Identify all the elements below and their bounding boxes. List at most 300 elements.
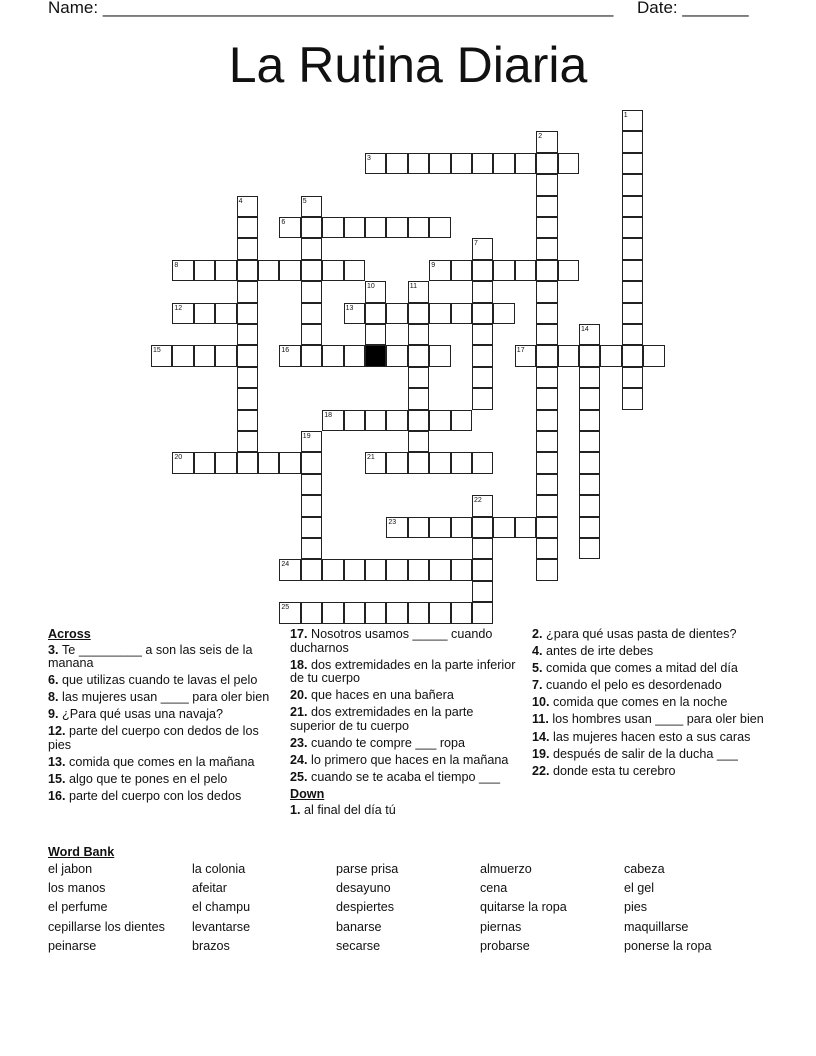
grid-cell[interactable] (515, 517, 536, 538)
grid-cell[interactable] (365, 410, 386, 431)
word-bank-item: quitarse la ropa (480, 900, 567, 915)
clue-number: 11 (409, 283, 418, 291)
grid-cell[interactable] (408, 303, 429, 324)
clue-number-label: 23. (290, 735, 312, 750)
grid-cell[interactable] (386, 345, 407, 366)
grid-cell[interactable] (622, 196, 643, 217)
grid-cell[interactable] (172, 260, 193, 281)
word-bank-item: brazos (192, 938, 230, 953)
grid-cell[interactable] (515, 345, 536, 366)
word-bank-item: piernas (480, 919, 522, 934)
clue-number: 22 (474, 497, 482, 505)
grid-cell[interactable] (579, 495, 600, 516)
grid-cell[interactable] (536, 303, 557, 324)
down-heading: Down (290, 787, 325, 802)
clue-number: 2 (538, 133, 543, 141)
grid-cell[interactable] (237, 238, 258, 259)
clue-text: ¿Para qué usas una navaja? (62, 707, 224, 722)
grid-cell[interactable] (237, 260, 258, 281)
grid-cell[interactable] (472, 452, 493, 473)
grid-cell[interactable] (536, 345, 557, 366)
grid-cell[interactable] (386, 452, 407, 473)
grid-cell[interactable] (365, 602, 386, 623)
clue-number: 18 (324, 411, 332, 419)
clue-text: cuando se te acaba el tiempo ___ (311, 770, 501, 785)
grid-cell[interactable] (237, 367, 258, 388)
grid-cell[interactable] (472, 238, 493, 259)
grid-cell[interactable] (258, 260, 279, 281)
clue-number: 7 (474, 240, 478, 248)
grid-cell[interactable] (536, 281, 557, 302)
clue-number-label: 5. (532, 661, 547, 676)
grid-cell[interactable] (622, 303, 643, 324)
grid-cell[interactable] (408, 410, 429, 431)
clue (290, 754, 522, 768)
grid-cell[interactable] (279, 217, 300, 238)
grid-cell[interactable] (472, 581, 493, 602)
grid-cell[interactable] (365, 153, 386, 174)
grid-cell[interactable] (472, 303, 493, 324)
clue-text: después de salir de la ducha ___ (553, 746, 738, 761)
grid-cell[interactable] (579, 431, 600, 452)
clue-number-label: 21. (290, 705, 312, 720)
grid-cell[interactable] (451, 153, 472, 174)
clue (290, 804, 522, 818)
grid-cell[interactable] (237, 324, 258, 345)
word-bank-item: los manos (48, 881, 106, 896)
grid-cell[interactable] (237, 410, 258, 431)
grid-cell[interactable] (536, 559, 557, 580)
grid-cell[interactable] (344, 303, 365, 324)
grid-cell[interactable] (429, 452, 450, 473)
clue (290, 628, 522, 655)
clue-text: cuando te compre ___ ropa (311, 735, 466, 750)
clue-number: 8 (174, 261, 179, 269)
grid-cell[interactable] (408, 217, 429, 238)
grid-cell[interactable] (215, 452, 236, 473)
grid-cell[interactable] (429, 410, 450, 431)
grid-cell[interactable] (493, 153, 514, 174)
grid-cell[interactable] (579, 538, 600, 559)
grid-cell[interactable] (429, 602, 450, 623)
grid-cell[interactable] (386, 153, 407, 174)
grid-cell[interactable] (301, 303, 322, 324)
grid-cell[interactable] (579, 367, 600, 388)
grid-cell[interactable] (301, 602, 322, 623)
clue-number-label: 17. (290, 627, 312, 641)
word-bank-item: levantarse (192, 919, 251, 934)
grid-cell[interactable] (237, 281, 258, 302)
grid-cell[interactable] (472, 517, 493, 538)
clue-number: 1 (623, 112, 628, 119)
clue (48, 644, 280, 671)
grid-cell[interactable] (622, 153, 643, 174)
grid-cell[interactable] (451, 260, 472, 281)
grid-cell[interactable] (536, 131, 557, 152)
grid-cell[interactable] (365, 303, 386, 324)
grid-cell[interactable] (344, 260, 365, 281)
grid-cell[interactable] (429, 153, 450, 174)
word-bank-item: maquillarse (624, 919, 689, 934)
clue (290, 771, 522, 785)
grid-cell[interactable] (386, 410, 407, 431)
grid-cell[interactable] (322, 410, 343, 431)
grid-cell[interactable] (451, 410, 472, 431)
clue-text: Te _________ a son las seis de la manana (48, 642, 253, 670)
grid-cell[interactable] (194, 260, 215, 281)
grid-cell[interactable] (279, 452, 300, 473)
grid-cell[interactable] (408, 367, 429, 388)
grid-cell[interactable] (344, 559, 365, 580)
grid-cell[interactable] (579, 388, 600, 409)
grid-cell[interactable] (215, 303, 236, 324)
grid-cell[interactable] (194, 345, 215, 366)
grid-cell[interactable] (279, 260, 300, 281)
clue (290, 689, 522, 703)
grid-cell[interactable] (408, 452, 429, 473)
grid-cell[interactable] (536, 474, 557, 495)
grid-cell[interactable] (215, 345, 236, 366)
clue (290, 737, 522, 751)
grid-cell[interactable] (237, 452, 258, 473)
word-bank-item: parse prisa (336, 862, 399, 876)
word-bank-item: el champu (192, 900, 251, 915)
clue (532, 713, 764, 727)
word-bank-item: afeitar (192, 881, 228, 896)
clue-number-label: 11. (532, 712, 553, 727)
clue-number: 19 (302, 433, 311, 440)
clue-number-label: 25. (290, 770, 312, 785)
clue-number-label: 19. (532, 746, 554, 761)
grid-cell[interactable] (365, 281, 386, 302)
clue-number-label: 15. (48, 772, 70, 787)
grid-cell[interactable] (322, 559, 343, 580)
clue-text: dos extremidades en la parte superior de tu cuerpo (290, 705, 474, 733)
grid-cell[interactable] (536, 388, 557, 409)
clue (290, 706, 522, 733)
clue-number: 12 (174, 304, 183, 312)
clue-number-label: 18. (290, 657, 312, 672)
clue-number-label: 3. (48, 642, 63, 657)
grid-cell[interactable] (365, 452, 386, 473)
grid-cell[interactable] (322, 345, 343, 366)
grid-cell[interactable] (536, 452, 557, 473)
grid-cell[interactable] (408, 431, 429, 452)
grid-cell[interactable] (472, 388, 493, 409)
word-bank-heading: Word Bank (48, 845, 115, 859)
grid-cell[interactable] (536, 238, 557, 259)
grid-cell[interactable] (172, 345, 193, 366)
grid-cell[interactable] (301, 217, 322, 238)
grid-cell[interactable] (451, 517, 472, 538)
word-bank-item: la colonia (192, 862, 246, 876)
grid-cell[interactable] (472, 538, 493, 559)
grid-cell[interactable] (643, 345, 664, 366)
clue-text: cuando el pelo es desordenado (546, 678, 722, 693)
name-blank: ______________________________________________________ (102, 0, 614, 17)
grid-cell[interactable] (579, 410, 600, 431)
grid-cell[interactable] (322, 260, 343, 281)
grid-cell[interactable] (237, 196, 258, 217)
grid-cell[interactable] (536, 153, 557, 174)
grid-cell[interactable] (322, 602, 343, 623)
grid-cell[interactable] (408, 281, 429, 302)
clue-number-label: 12. (48, 724, 70, 739)
word-bank-item: pies (624, 900, 648, 915)
grid-cell[interactable] (301, 495, 322, 516)
grid-cell[interactable] (408, 324, 429, 345)
grid-cell[interactable] (429, 217, 450, 238)
grid-cell[interactable] (493, 303, 514, 324)
grid-cell[interactable] (408, 559, 429, 580)
clue-text: al final del día tú (304, 802, 396, 817)
clue-number: 24 (281, 561, 290, 569)
grid-cell[interactable] (365, 217, 386, 238)
clue-number-label: 10. (532, 695, 554, 710)
word-bank-item: cena (480, 881, 508, 896)
word-bank-item: peinarse (48, 938, 97, 953)
clue (48, 725, 280, 752)
grid-cell[interactable] (408, 153, 429, 174)
grid-cell[interactable] (536, 410, 557, 431)
clue-number: 14 (581, 326, 589, 333)
grid-cell[interactable] (301, 324, 322, 345)
grid-cell[interactable] (622, 281, 643, 302)
word-bank-item: el perfume (48, 900, 108, 915)
clue-text: antes de irte debes (546, 644, 654, 659)
clue-text: los hombres usan ____ para oler bien (552, 712, 764, 727)
clue-number-label: 8. (48, 690, 63, 705)
grid-cell[interactable] (472, 367, 493, 388)
grid-cell[interactable] (301, 452, 322, 473)
clue (532, 765, 764, 779)
clue (532, 645, 764, 659)
grid-cell[interactable] (472, 495, 493, 516)
grid-cell[interactable] (579, 474, 600, 495)
grid-cell[interactable] (301, 474, 322, 495)
clue-number: 6 (281, 219, 286, 226)
grid-cell[interactable] (493, 517, 514, 538)
grid-cell[interactable] (493, 260, 514, 281)
grid-cell[interactable] (536, 367, 557, 388)
grid-cell[interactable] (279, 559, 300, 580)
grid-cell[interactable] (472, 602, 493, 623)
clue-number-label: 2. (532, 627, 547, 641)
clue (48, 756, 280, 770)
grid-cell[interactable] (237, 303, 258, 324)
grid-cell[interactable] (451, 303, 472, 324)
grid-cell[interactable] (472, 260, 493, 281)
grid-cell[interactable] (386, 517, 407, 538)
word-bank-item: secarse (336, 938, 381, 953)
down-clues-list (290, 804, 522, 818)
page-title: La Rutina Diaria (228, 37, 588, 93)
grid-cell[interactable] (622, 260, 643, 281)
grid-cell[interactable] (622, 238, 643, 259)
grid-cell[interactable] (429, 559, 450, 580)
grid-cell[interactable] (301, 281, 322, 302)
grid-cell[interactable] (536, 196, 557, 217)
clue (48, 708, 280, 722)
grid-cell[interactable] (536, 517, 557, 538)
word-bank-item: el jabon (48, 862, 93, 876)
clues-column-1 (48, 628, 280, 807)
grid-cell[interactable] (579, 324, 600, 345)
grid-cell[interactable] (279, 345, 300, 366)
grid-cell[interactable] (301, 260, 322, 281)
grid-cell[interactable] (344, 410, 365, 431)
grid-cell[interactable] (344, 602, 365, 623)
grid-cell[interactable] (237, 345, 258, 366)
grid-cell[interactable] (386, 303, 407, 324)
grid-cell[interactable] (515, 260, 536, 281)
word-bank-item: cabeza (624, 862, 665, 876)
clue-number-label: 9. (48, 707, 63, 722)
grid-cell[interactable] (301, 238, 322, 259)
grid-cell[interactable] (365, 559, 386, 580)
across-heading: Across (48, 627, 91, 641)
grid-cell[interactable] (237, 431, 258, 452)
grid-cell[interactable] (429, 303, 450, 324)
grid-cell[interactable] (472, 153, 493, 174)
clue (532, 662, 764, 676)
grid-cell[interactable] (622, 367, 643, 388)
grid-cell[interactable] (429, 260, 450, 281)
grid-cell[interactable] (258, 452, 279, 473)
grid-cell[interactable] (237, 217, 258, 238)
clue-number-label: 16. (48, 789, 70, 804)
clue-text: Nosotros usamos _____ cuando ducharnos (290, 627, 493, 655)
grid-cell[interactable] (408, 602, 429, 623)
clue (532, 628, 764, 642)
clue (532, 679, 764, 693)
grid-cell[interactable] (172, 303, 193, 324)
grid-cell[interactable] (622, 131, 643, 152)
grid-cell[interactable] (622, 388, 643, 409)
word-bank-item: despiertes (336, 900, 395, 915)
grid-cell[interactable] (365, 324, 386, 345)
grid-cell[interactable] (344, 217, 365, 238)
clue-text: comida que comes en la noche (553, 695, 728, 710)
clue-number: 10 (367, 283, 375, 291)
grid-cell[interactable] (194, 452, 215, 473)
grid-cell[interactable] (558, 345, 579, 366)
clue-number-label: 22. (532, 763, 554, 778)
clue (48, 790, 280, 804)
grid-cell[interactable] (386, 602, 407, 623)
grid-cell[interactable] (579, 452, 600, 473)
grid-cell[interactable] (215, 260, 236, 281)
clue-number-label: 13. (48, 754, 70, 769)
grid-cell[interactable] (408, 517, 429, 538)
grid-cell[interactable] (301, 559, 322, 580)
word-bank-item: banarse (336, 919, 382, 934)
grid-cell[interactable] (301, 345, 322, 366)
grid-cell[interactable] (579, 345, 600, 366)
grid-cell[interactable] (237, 388, 258, 409)
clue-number-label: 24. (290, 752, 312, 767)
grid-cell[interactable] (536, 324, 557, 345)
grid-cell[interactable] (579, 517, 600, 538)
grid-cell[interactable] (536, 538, 557, 559)
grid-cell[interactable] (536, 217, 557, 238)
grid-cell[interactable] (451, 452, 472, 473)
grid-cell[interactable] (472, 281, 493, 302)
clue-text: ¿para qué usas pasta de dientes? (546, 627, 737, 641)
clue (532, 731, 764, 745)
grid-cell[interactable] (451, 602, 472, 623)
grid-cell[interactable] (558, 260, 579, 281)
clue-text: las mujeres hacen esto a sus caras (553, 729, 751, 744)
grid-cell[interactable] (472, 345, 493, 366)
clue-text: parte del cuerpo con dedos de los pies (48, 724, 259, 752)
clue-number: 16 (281, 347, 290, 355)
clue-text: dos extremidades en la parte inferior de tu cuerpo (290, 657, 516, 686)
date-blank: _______ (682, 0, 749, 17)
grid-cell[interactable] (536, 495, 557, 516)
clue (48, 691, 280, 705)
name-label: Name: (48, 0, 99, 17)
grid-cell[interactable] (451, 559, 472, 580)
clue (48, 674, 280, 688)
clue-text: que haces en una bañera (311, 688, 454, 703)
grid-cell[interactable] (279, 602, 300, 623)
clue-number: 20 (174, 454, 183, 462)
grid-cell[interactable] (536, 260, 557, 281)
clue-text: lo primero que haces en la mañana (311, 752, 509, 767)
black-cell[interactable] (365, 345, 386, 366)
grid-cell[interactable] (558, 153, 579, 174)
clue-number: 25 (281, 604, 290, 612)
grid-cell[interactable] (600, 345, 621, 366)
grid-cell[interactable] (622, 345, 643, 366)
grid-cell[interactable] (386, 217, 407, 238)
clue-number: 17 (516, 347, 525, 355)
grid-cell[interactable] (301, 431, 322, 452)
date-label: Date: (637, 0, 678, 17)
grid-cell[interactable] (344, 345, 365, 366)
clue-text: donde esta tu cerebro (553, 763, 676, 778)
grid-cell[interactable] (194, 303, 215, 324)
grid-cell[interactable] (172, 452, 193, 473)
clue-number: 3 (367, 154, 371, 162)
grid-cell[interactable] (301, 538, 322, 559)
grid-cell[interactable] (408, 388, 429, 409)
grid-cell[interactable] (429, 517, 450, 538)
grid-cell[interactable] (386, 559, 407, 580)
grid-cell[interactable] (622, 324, 643, 345)
grid-cell[interactable] (151, 345, 172, 366)
grid-cell[interactable] (536, 174, 557, 195)
grid-cell[interactable] (429, 345, 450, 366)
across-clues-list (48, 644, 280, 804)
grid-cell[interactable] (472, 324, 493, 345)
grid-cell[interactable] (515, 153, 536, 174)
clue-number-label: 1. (290, 802, 305, 817)
clue-text: que utilizas cuando te lavas el pelo (62, 673, 258, 688)
grid-cell[interactable] (408, 345, 429, 366)
grid-cell[interactable] (622, 174, 643, 195)
grid-cell[interactable] (301, 196, 322, 217)
word-bank-item: probarse (480, 938, 530, 953)
grid-cell[interactable] (301, 517, 322, 538)
grid-cell[interactable] (622, 217, 643, 238)
grid-cell[interactable] (536, 431, 557, 452)
word-bank-item: cepillarse los dientes (48, 919, 165, 934)
grid-cell[interactable] (322, 217, 343, 238)
grid-cell[interactable] (622, 110, 643, 131)
grid-cell[interactable] (472, 559, 493, 580)
